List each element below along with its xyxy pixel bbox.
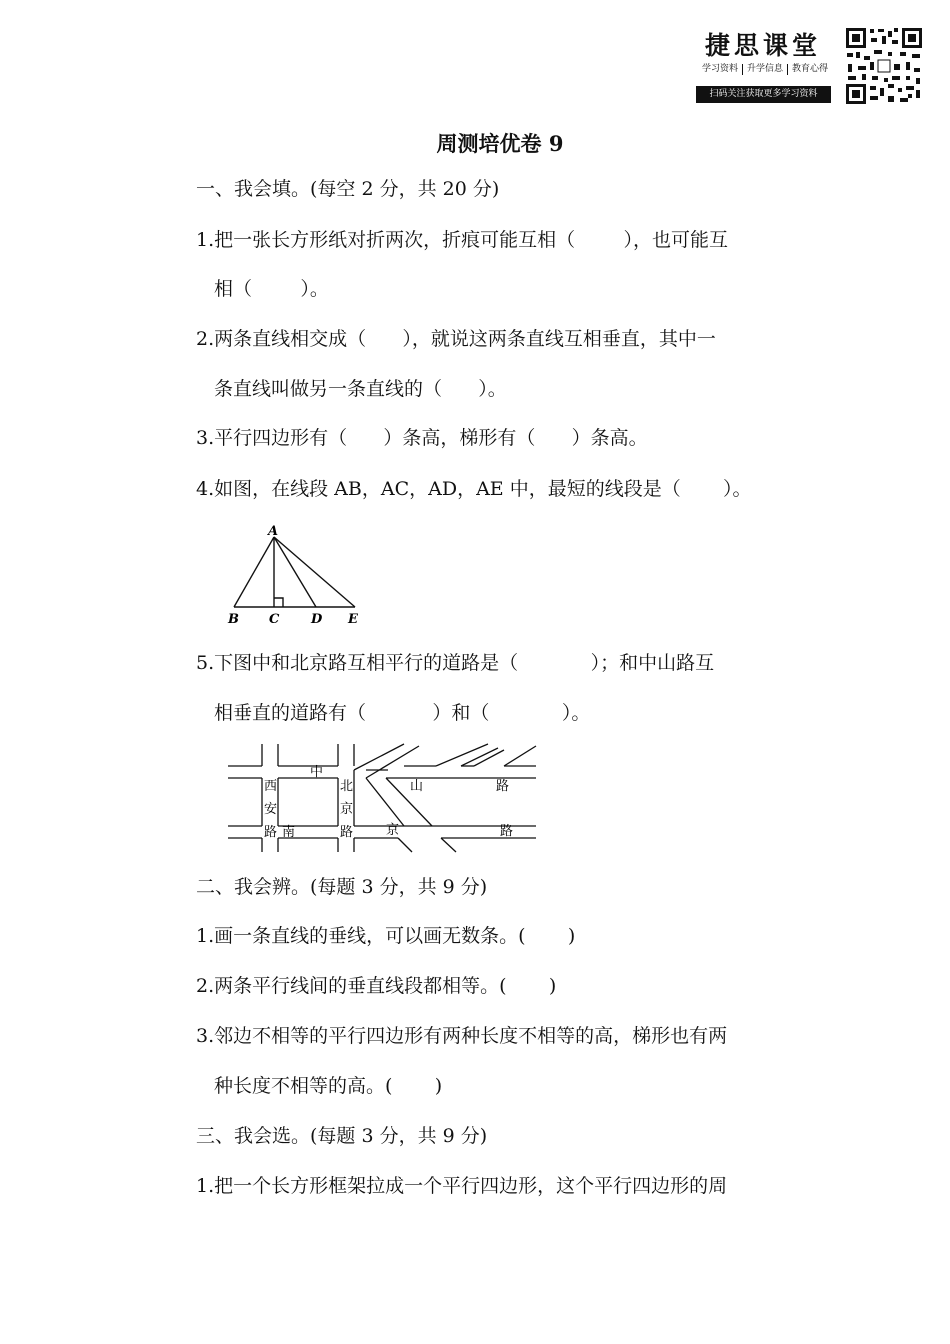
point-label: A: [268, 524, 279, 539]
question-text: 3.邻边不相等的平行四边形有两种长度不相等的高，梯形也有两: [196, 1025, 728, 1047]
brand-tag: 学习资料: [698, 64, 743, 75]
road-label: 路: [340, 825, 354, 840]
brand-name: 捷思课堂: [705, 31, 822, 60]
question-text: 2.两条直线相交成（ ），就说这两条直线互相垂直，其中一: [196, 328, 716, 350]
segment-ad: [274, 537, 316, 607]
road-label: 路: [264, 825, 278, 840]
question-text: 相垂直的道路有（ ）和（ ）。: [214, 702, 591, 724]
road-label: 路: [500, 824, 514, 839]
point-label: E: [348, 612, 358, 627]
road-label: 安: [264, 802, 278, 817]
road-map: [226, 742, 542, 854]
question-text: 1.把一个长方形框架拉成一个平行四边形，这个平行四边形的周: [196, 1175, 728, 1197]
question-text: 5.下图中和北京路互相平行的道路是（ ）；和中山路互: [196, 652, 715, 674]
road-label: 南: [282, 825, 296, 840]
page-title: 周测培优卷 9: [436, 131, 564, 156]
question-text: 条直线叫做另一条直线的（ ）。: [214, 378, 507, 400]
brand-tags: [698, 64, 832, 75]
question-text: 3.平行四边形有（ ）条高，梯形有（ ）条高。: [196, 427, 648, 449]
right-angle-mark: [274, 598, 283, 607]
road-label: 山: [410, 779, 424, 794]
question-text: 1.画一条直线的垂线，可以画无数条。( ): [196, 925, 576, 947]
brand-slogan: 扫码关注获取更多学习资料: [696, 86, 831, 103]
road-label: 西: [264, 779, 278, 794]
section-heading: 三、我会选。(每题 3 分，共 9 分): [196, 1125, 488, 1147]
section-heading: 一、我会填。(每空 2 分，共 20 分): [196, 178, 500, 200]
road-label: 京: [386, 823, 400, 838]
road-label: 京: [340, 802, 354, 817]
qr-code-icon[interactable]: [844, 26, 924, 106]
question-text: 1.把一张长方形纸对折两次，折痕可能互相（ ），也可能互: [196, 229, 728, 251]
road-label: 中: [310, 765, 324, 780]
road-label: 北: [340, 779, 354, 794]
segment-ab: [234, 537, 274, 607]
question-text: 2.两条平行线间的垂直线段都相等。( ): [196, 975, 557, 997]
question-text: 相（ ）。: [214, 278, 329, 300]
question-text: 4.如图，在线段 AB，AC，AD，AE 中，最短的线段是（ ）。: [196, 478, 752, 500]
segment-ae: [274, 537, 355, 607]
brand-tag: 升学信息: [743, 64, 788, 75]
road-label: 路: [496, 779, 510, 794]
brand-tag: 教育心得: [792, 64, 829, 74]
point-label: B: [228, 612, 239, 627]
triangle-figure: [222, 522, 372, 630]
section-heading: 二、我会辨。(每题 3 分，共 9 分): [196, 876, 488, 898]
question-text: 种长度不相等的高。( ): [214, 1075, 443, 1097]
point-label: D: [311, 612, 323, 627]
point-label: C: [269, 612, 280, 627]
